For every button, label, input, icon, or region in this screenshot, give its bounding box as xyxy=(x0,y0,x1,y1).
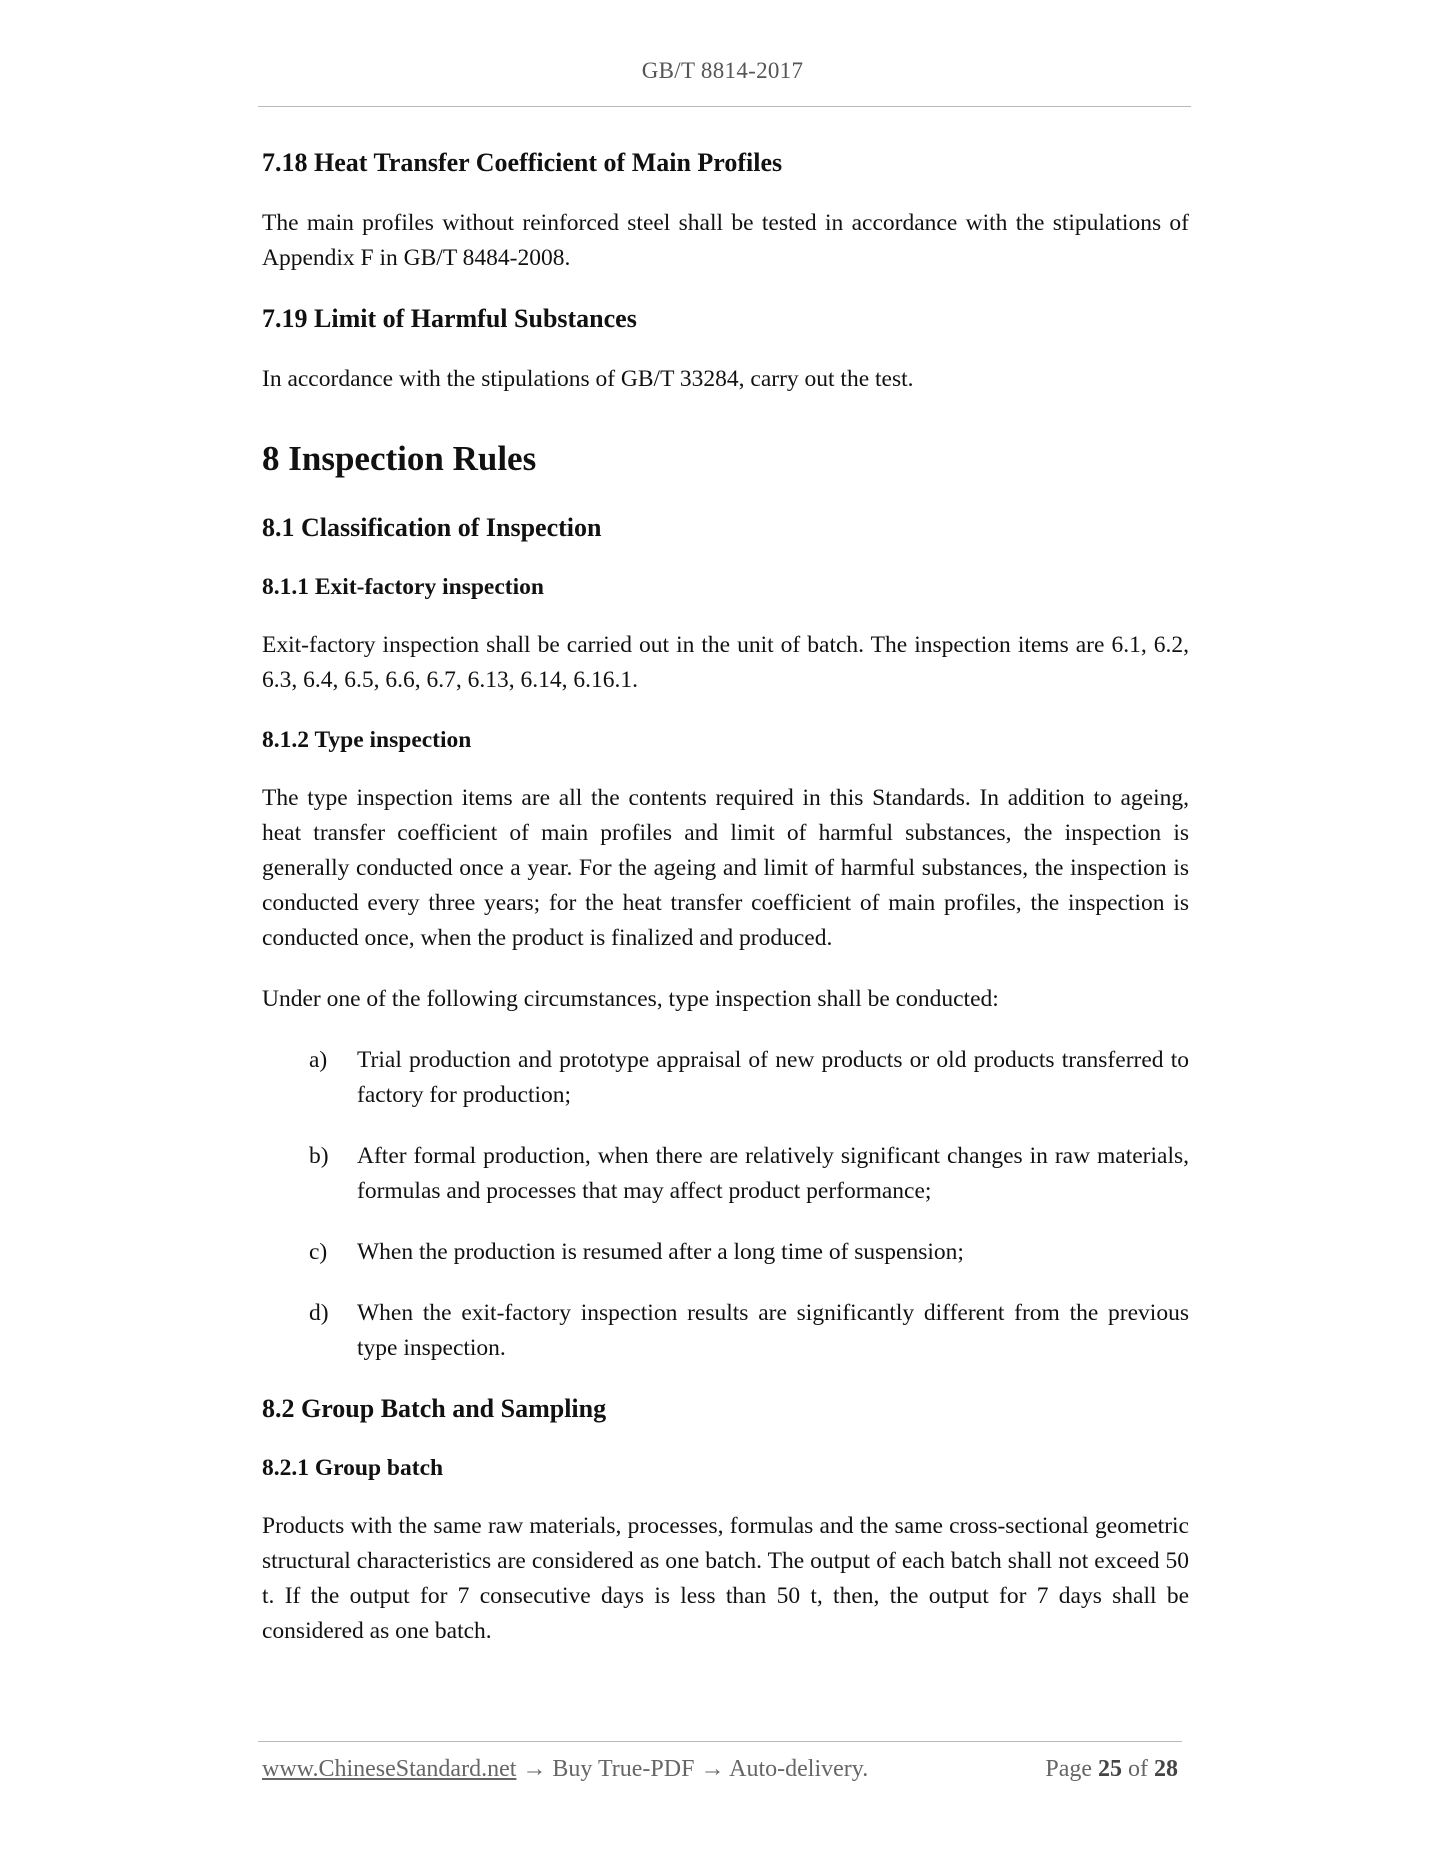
paragraph-8-1-2-a: The type inspection items are all the contents required in this Standards. In addition to ageing, heat transfer coefficient of main profiles and limit of harmful substances, the inspection is generally conducted once a year. For the ageing and limit of harmful substances, the inspection is conducted every three years; for the heat transfer coefficient of main profiles, the inspection is conducted once, when the product is finalized and produced. xyxy=(262,785,1189,951)
list-item-text: When the exit-factory inspection results are significantly different from the previous type inspection. xyxy=(357,1300,1189,1361)
heading-8-2-1: 8.2.1 Group batch xyxy=(262,1455,444,1481)
list-marker: a) xyxy=(309,1047,328,1073)
list-marker: c) xyxy=(309,1239,328,1265)
current-page: 25 xyxy=(1098,1756,1122,1782)
paragraph-8-1-2-b: Under one of the following circumstances, type inspection shall be conducted: xyxy=(262,986,999,1012)
list-item-d xyxy=(262,1296,1189,1366)
heading-8: 8 Inspection Rules xyxy=(262,439,537,478)
arrow-icon: → xyxy=(522,1756,547,1782)
of-label: of xyxy=(1128,1756,1148,1782)
list-item-c xyxy=(262,1235,1189,1270)
page-label: Page xyxy=(1045,1756,1092,1782)
page-number xyxy=(1045,1756,1178,1783)
heading-8-2: 8.2 Group Batch and Sampling xyxy=(262,1394,607,1423)
footer-divider xyxy=(258,1741,1182,1742)
heading-8-1-2: 8.1.2 Type inspection xyxy=(262,727,472,753)
heading-8-1: 8.1 Classification of Inspection xyxy=(262,513,602,542)
list-item-text: Trial production and prototype appraisal of new products or old products transferred to factory for production; xyxy=(357,1047,1189,1108)
list-marker: d) xyxy=(309,1300,329,1326)
list-marker: b) xyxy=(309,1143,329,1169)
list-item-text: After formal production, when there are relatively significant changes in raw materials, formulas and processes that may affect product performance; xyxy=(357,1143,1189,1204)
website-link[interactable]: www.ChineseStandard.net xyxy=(262,1756,517,1782)
heading-8-1-1: 8.1.1 Exit-factory inspection xyxy=(262,574,544,600)
paragraph-7-18: The main profiles without reinforced steel shall be tested in accordance with the stipulations of Appendix F in GB/T 8484-2008. xyxy=(262,210,1189,271)
paragraph-7-19: In accordance with the stipulations of GB/T 33284, carry out the test. xyxy=(262,366,914,392)
paragraph-8-1-1: Exit-factory inspection shall be carried out in the unit of batch. The inspection items are 6.1, 6.2, 6.3, 6.4, 6.5, 6.6, 6.7, 6.13, 6.14, 6.16.1. xyxy=(262,632,1189,693)
header-standard-number: GB/T 8814-2017 xyxy=(641,58,804,83)
footer-promo xyxy=(262,1756,868,1783)
page-content xyxy=(262,146,1189,1675)
header-divider xyxy=(258,106,1191,107)
auto-delivery-text: Auto-delivery. xyxy=(729,1756,869,1782)
buy-true-pdf-text: Buy True-PDF xyxy=(552,1756,695,1782)
total-pages: 28 xyxy=(1154,1756,1178,1782)
heading-7-18: 7.18 Heat Transfer Coefficient of Main Profiles xyxy=(262,148,783,177)
list-item-b xyxy=(262,1139,1189,1209)
list-item-a xyxy=(262,1043,1189,1113)
arrow-icon: → xyxy=(700,1756,725,1782)
list-item-text: When the production is resumed after a long time of suspension; xyxy=(357,1239,964,1265)
heading-7-19: 7.19 Limit of Harmful Substances xyxy=(262,304,637,333)
paragraph-8-2-1: Products with the same raw materials, processes, formulas and the same cross-sectional geometric structural characteristics are considered as one batch. The output of each batch shall not exceed 50 t. If the output for 7 consecutive days is less than 50 t, then, the output for 7 days shall be considered as one batch. xyxy=(262,1513,1189,1644)
